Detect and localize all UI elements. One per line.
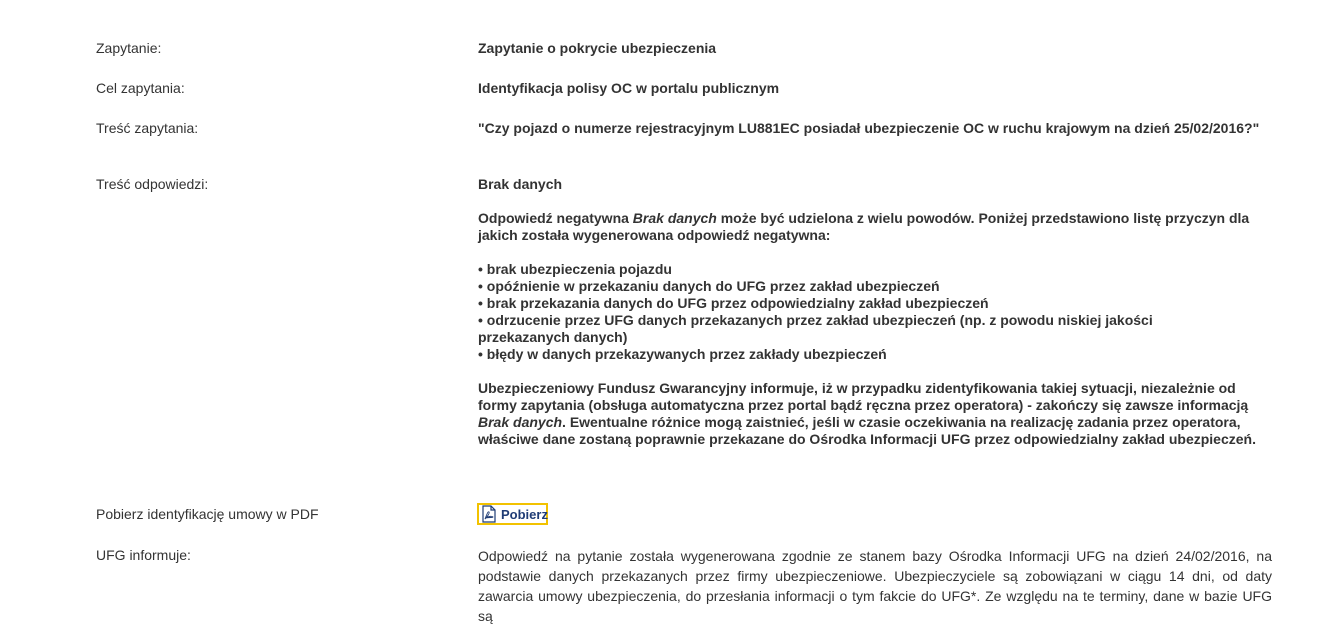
list-item: • opóźnienie w przekazaniu danych do UFG przez zakład ubezpieczeń	[478, 278, 940, 294]
answer-intro	[478, 210, 1272, 244]
answer-value	[478, 176, 1272, 448]
query-label: Zapytanie:	[96, 40, 162, 56]
answer-closing	[478, 380, 1272, 448]
list-item: • brak przekazania danych do UFG przez odpowiedzialny zakład ubezpieczeń	[478, 295, 989, 311]
list-item: • błędy w danych przekazywanych przez zakłady ubezpieczeń	[478, 346, 887, 362]
content-value: "Czy pojazd o numerze rejestracyjnym LU881EC posiadał ubezpieczenie OC w ruchu krajowym na dzień 25/02/2016?"	[478, 120, 1260, 136]
pdf-file-icon	[481, 505, 497, 523]
list-item: • brak ubezpieczenia pojazdu	[478, 261, 672, 277]
list-item: • odrzucenie przez UFG danych przekazanych przez zakład ubezpieczeń (np. z powodu niskiej jakości przekazanych danych)	[478, 312, 1153, 345]
purpose-value: Identyfikacja polisy OC w portalu publicznym	[478, 80, 780, 96]
answer-closing-em: Brak danych	[478, 414, 563, 430]
answer-intro-before: Odpowiedź negatywna	[478, 210, 633, 226]
purpose-label: Cel zapytania:	[96, 80, 185, 96]
answer-closing-before: Ubezpieczeniowy Fundusz Gwarancyjny informuje, iż w przypadku zidentyfikowania takiej sytuacji, niezależnie od formy zapytania (obsługa automatyczna przez portal bądź ręczna przez operatora) - zakończy się zawsze informacją	[478, 380, 1249, 413]
answer-intro-em: Brak danych	[632, 210, 717, 226]
content-label: Treść zapytania:	[96, 120, 199, 136]
pdf-label: Pobierz identyfikację umowy w PDF	[96, 506, 319, 522]
answer-headline: Brak danych	[478, 176, 563, 192]
answer-intro-after: może być udzielona z wielu powodów. Poniżej przedstawiono listę przyczyn dla jakich została wygenerowana odpowiedź negatywna:	[478, 210, 1250, 243]
answer-closing-after: . Ewentualne różnice mogą zaistnieć, jeśli w czasie oczekiwania na realizację zadania przez operatora, właściwe dane zostaną poprawnie przekazane do Ośrodka Informacji UFG przez odpowiedzialny zakład ubezpieczeń.	[478, 414, 1256, 447]
download-pdf-label: Pobierz	[501, 506, 548, 522]
download-pdf-button[interactable]	[477, 503, 548, 525]
reason-list	[478, 261, 1272, 363]
ufg-info-text: Odpowiedź na pytanie została wygenerowana zgodnie ze stanem bazy Ośrodka Informacji UFG na dzień 24/02/2016, na podstawie danych przekazanych przez firmy ubezpieczeniowe. Ubezpieczyciele są zobowiązani w ciągu 14 dni, od daty zawarcia umowy ubezpieczenia, do przesłania informacji o tym fakcie do UFG*. Ze względu na te terminy, dane w bazie UFG są	[478, 548, 1272, 624]
answer-label: Treść odpowiedzi:	[96, 176, 209, 192]
ufg-info-label: UFG informuje:	[96, 547, 191, 563]
query-value: Zapytanie o pokrycie ubezpieczenia	[478, 40, 717, 56]
